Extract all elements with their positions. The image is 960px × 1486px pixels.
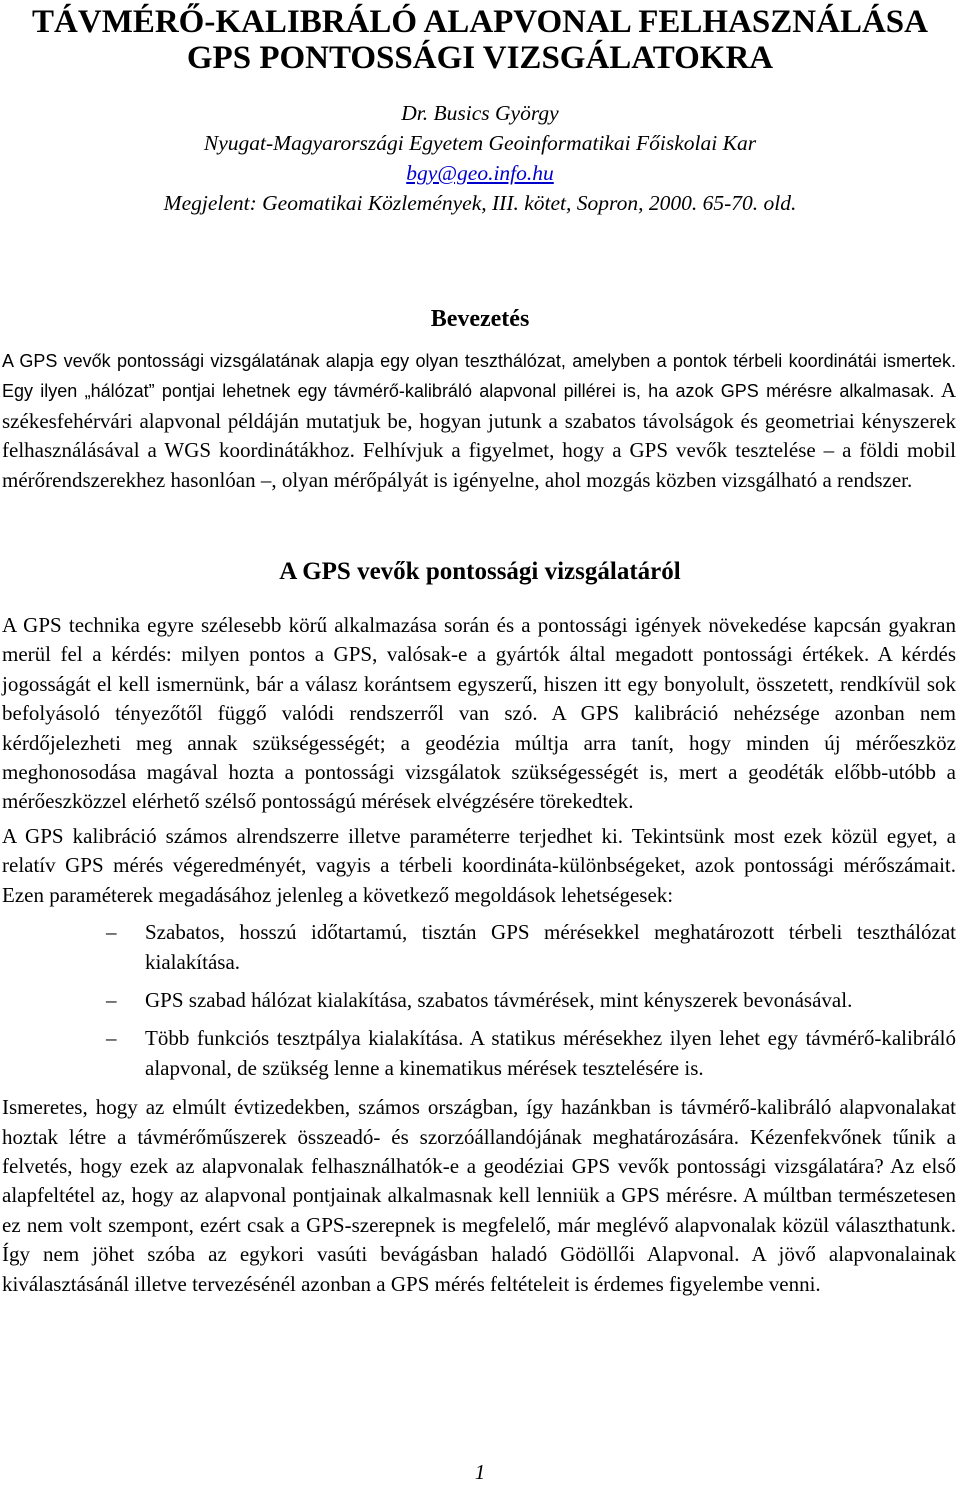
intro-text-serif: A székesfehérvári alapvonal példáján mutatjuk be, hogyan jutunk a szabatos távolságok és geometriai kényszerek felhasználásával a WGS koordinátákhoz. Felhívjuk a figyelmet, hogy a GPS vevők tesztelése – a földi mobil mérőrendszerekhez hasonlóan –, olyan mérőpályát is igényelne, ahol mozgás közben vizsgálható a rendszer. [2,378,956,492]
publication-info: Megjelent: Geomatikai Közlemények, III. kötet, Sopron, 2000. 65-70. old. [163,191,797,215]
author-affiliation: Nyugat-Magyarországi Egyetem Geoinformatikai Főiskolai Kar [203,131,757,155]
section-heading: A GPS vevők pontossági vizsgálatáról [279,558,681,586]
list-dash: – [106,987,117,1012]
title-line-2: GPS PONTOSSÁGI VIZSGÁLATOKRA [186,40,774,76]
section-paragraph-3: Ismeretes, hogy az elmúlt évtizedekben, számos országban, így hazánkban is távmérő-kalibráló alapvonalakat hoztak létre a távmérőműszerek összeadó- és szorzóállandójának meghatározására. Kézenfekvőnek tűnik a felvetés, hogy ezek az alapvonalak felhasználhatók-e a geodéziai GPS vevők pontossági vizsgálatára? Az első alapfeltétel az, hogy az alapvonal pontjainak alkalmasnak kell lenniük a GPS mérésre. A múltban természetesen ez nem volt szempont, ezért csak a GPS-szerepnek is megfelelő, már meglévő alapvonalak közül választhatunk. Így nem jöhet szóba az egykori vasúti bevágásban haladó Gödöllői Alapvonal. A jövő alapvonalainak kiválasztásánál illetve tervezésénél azonban a GPS mérés feltételeit is érdemes figyelembe venni. [2,1095,956,1296]
section-paragraph-2: A GPS kalibráció számos alrendszerre illetve paraméterre terjedhet ki. Tekintsünk most ezek közül egyet, a relatív GPS mérés végeredményét, vagyis a térbeli koordináta-különbségeket, azok pontossági mérőszámait. Ezen paraméterek megadásához jelenleg a következő megoldások lehetségesek: [2,823,956,907]
author-block [0,98,960,218]
intro-text-sans: A GPS vevők pontossági vizsgálatának alapja egy olyan teszthálózat, amelyben a pontok térbeli koordinátái ismertek. Egy ilyen „hálózat” pontjai lehetnek egy távmérő-kalibráló alapvonal pillérei is, ha azok GPS mérésre alkalmasak. [2,351,956,402]
list-item-text: Több funkciós tesztpálya kialakítása. A statikus mérésekhez ilyen lehet egy távmérő-kalibráló alapvonal, de szükség lenne a kinematikus mérések tesztelésére is. [145,1026,956,1080]
solutions-list [0,918,960,1083]
list-item-text: GPS szabad hálózat kialakítása, szabatos távmérések, mint kényszerek bevonásával. [145,987,853,1012]
page-number: 1 [474,1460,486,1484]
list-item-text: Szabatos, hosszú időtartamú, tisztán GPS mérésekkel meghatározott térbeli teszthálózat kialakítása. [145,920,956,974]
intro-heading: Bevezetés [430,306,530,332]
list-item [0,918,960,977]
list-item [0,1024,960,1083]
intro-paragraph [0,346,958,495]
section-paragraph-1: A GPS technika egyre szélesebb körű alkalmazása során és a pontossági igények növekedése kapcsán gyakran merül fel a kérdés: milyen pontos a GPS, valósak-e a gyártók által megadott pontossági értékek. A kérdés jogosságát el kell ismernünk, bár a válasz korántsem egyszerű, hiszen itt egy bonyolult, összetett, rendkívül sok befolyásoló tényezőtől függő valódi rendszerről van szó. A GPS kalibráció nehézsége azonban nem kérdőjelezheti meg annak szükségességét; a geodézia múltja arra tanít, hogy minden új mérőeszköz meghonosodása magával hozta a pontossági vizsgálatok szükségességét is, mert a geodéták előbb-utóbb a mérőeszközzel elérhető szélső pontosságú mérések elvégzésére törekedtek. [2,613,956,814]
list-item [0,986,960,1015]
title-line-1: TÁVMÉRŐ-KALIBRÁLÓ ALAPVONAL FELHASZNÁLÁSA [32,4,928,40]
list-dash: – [106,920,117,945]
list-dash: – [106,1026,117,1051]
author-name: Dr. Busics György [401,101,559,125]
author-email-link[interactable]: bgy@geo.info.hu [406,161,554,185]
paper-title [0,0,960,76]
